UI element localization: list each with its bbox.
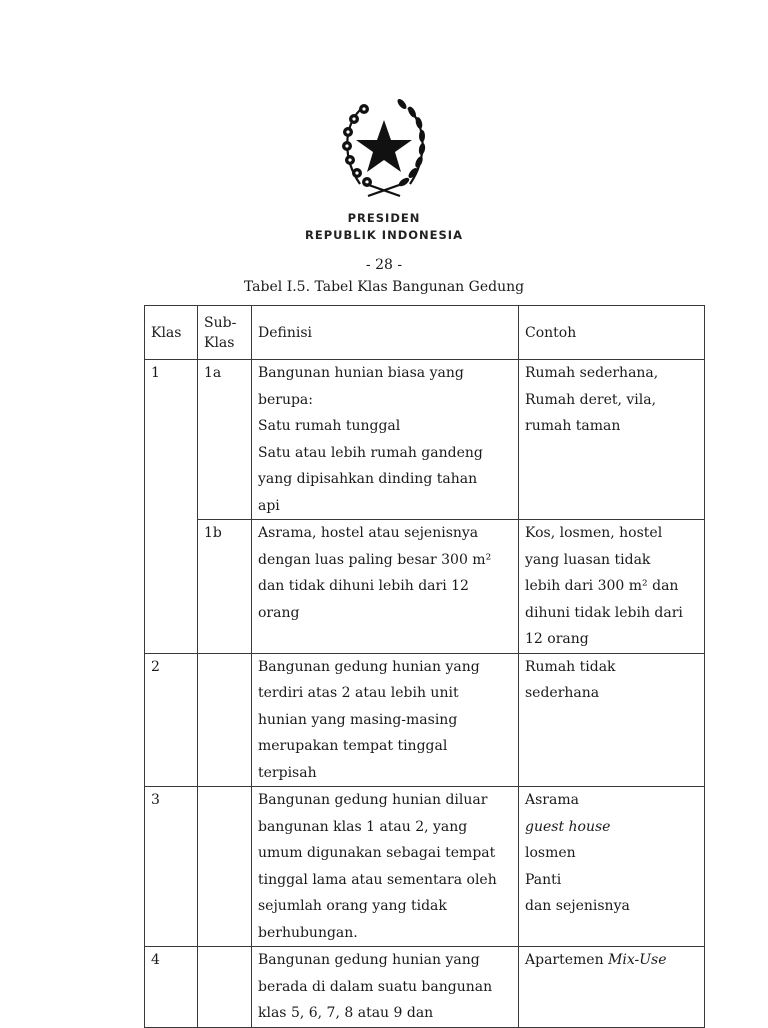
cell-contoh — [519, 360, 705, 520]
header-definisi: Definisi — [252, 306, 519, 360]
contoh-italic: Mix-Use — [608, 952, 667, 968]
page-number: - 28 - — [365, 257, 403, 273]
cell-subklas: 1b — [198, 520, 252, 654]
cell-subklas — [198, 653, 252, 787]
contoh-prefix: Apartemen — [525, 952, 609, 968]
cell-contoh — [519, 653, 705, 787]
definisi-line: Bangunan gedung hunian diluar — [258, 792, 488, 808]
contoh-line: Rumah deret, vila, — [525, 391, 657, 408]
cell-klas: 1 — [145, 360, 198, 654]
definisi-line: umum digunakan sebagai tempat — [258, 845, 496, 861]
contoh-line: rumah taman — [525, 418, 621, 434]
table-header-row — [145, 306, 705, 360]
contoh-line: Rumah tidak — [525, 658, 616, 675]
definisi-line: tinggal lama atau sementara oleh — [258, 871, 497, 888]
definisi-line: Satu rumah tunggal — [258, 418, 401, 434]
cell-definisi — [252, 947, 519, 1028]
definisi-line: berupa: — [258, 391, 313, 408]
contoh-line — [525, 947, 698, 974]
cell-definisi — [252, 787, 519, 947]
header-subklas-line1: Sub- — [204, 314, 237, 331]
contoh-line: lebih dari 300 m² dan — [525, 578, 679, 594]
definisi-line: berhubungan. — [258, 924, 358, 941]
definisi-line: bangunan klas 1 atau 2, yang — [258, 818, 468, 835]
cell-contoh — [519, 787, 705, 947]
header-republik-indonesia: REPUBLIK INDONESIA — [305, 228, 463, 242]
cell-subklas: 1a — [198, 360, 252, 520]
table-title: Tabel I.5. Tabel Klas Bangunan Gedung — [243, 279, 525, 295]
definisi-line: sejumlah orang yang tidak — [258, 898, 447, 914]
definisi-line: Bangunan hunian biasa yang — [258, 365, 464, 381]
contoh-line: guest house — [525, 818, 611, 835]
cell-klas: 4 — [145, 947, 198, 1028]
contoh-line: 12 orang — [525, 631, 589, 647]
definisi-line: terdiri atas 2 atau lebih unit — [258, 685, 459, 701]
header-subklas-line2: Klas — [204, 334, 235, 351]
contoh-line: Rumah sederhana, — [525, 365, 659, 381]
definisi-line: api — [258, 497, 280, 514]
contoh-line: dan sejenisnya — [525, 898, 630, 914]
contoh-line: dihuni tidak lebih dari — [525, 604, 683, 621]
cell-definisi — [252, 653, 519, 787]
table-row — [145, 787, 705, 947]
cell-subklas — [198, 787, 252, 947]
contoh-line: losmen — [525, 845, 576, 861]
contoh-line: Panti — [525, 871, 562, 888]
contoh-line: Kos, losmen, hostel — [525, 525, 663, 541]
definisi-line: dan tidak dihuni lebih dari 12 — [258, 578, 469, 594]
contoh-line: yang luasan tidak — [525, 551, 651, 568]
definisi-line: terpisah — [258, 764, 317, 781]
table-row — [145, 360, 705, 520]
cell-definisi — [252, 360, 519, 520]
definisi-line: hunian yang masing-masing — [258, 711, 458, 728]
definisi-line: Satu atau lebih rumah gandeng — [258, 444, 483, 461]
garuda-emblem-icon — [330, 92, 438, 200]
contoh-line: Asrama — [525, 792, 579, 808]
definisi-line: klas 5, 6, 7, 8 atau 9 dan — [258, 1005, 434, 1021]
table-row — [145, 653, 705, 787]
contoh-line: sederhana — [525, 685, 600, 701]
cell-subklas — [198, 947, 252, 1028]
cell-klas: 3 — [145, 787, 198, 947]
header-presiden: PRESIDEN — [347, 211, 421, 225]
definisi-line: merupakan tempat tinggal — [258, 738, 448, 754]
cell-contoh — [519, 947, 705, 1028]
cell-definisi — [252, 520, 519, 654]
table-row — [145, 520, 705, 654]
definisi-line: Bangunan gedung hunian yang — [258, 658, 480, 675]
definisi-line: Asrama, hostel atau sejenisnya — [258, 525, 479, 541]
cell-klas: 2 — [145, 653, 198, 787]
definisi-line: Bangunan gedung hunian yang — [258, 952, 480, 968]
header-contoh: Contoh — [519, 306, 705, 360]
header-subklas — [198, 306, 252, 360]
table-row — [145, 947, 705, 1028]
definisi-line: orang — [258, 604, 300, 621]
definisi-line: berada di dalam suatu bangunan — [258, 978, 493, 995]
definisi-line: dengan luas paling besar 300 m² — [258, 551, 492, 568]
header-klas: Klas — [145, 306, 198, 360]
klas-bangunan-table — [144, 305, 705, 1028]
definisi-line: yang dipisahkan dinding tahan — [258, 471, 478, 487]
cell-contoh — [519, 520, 705, 654]
